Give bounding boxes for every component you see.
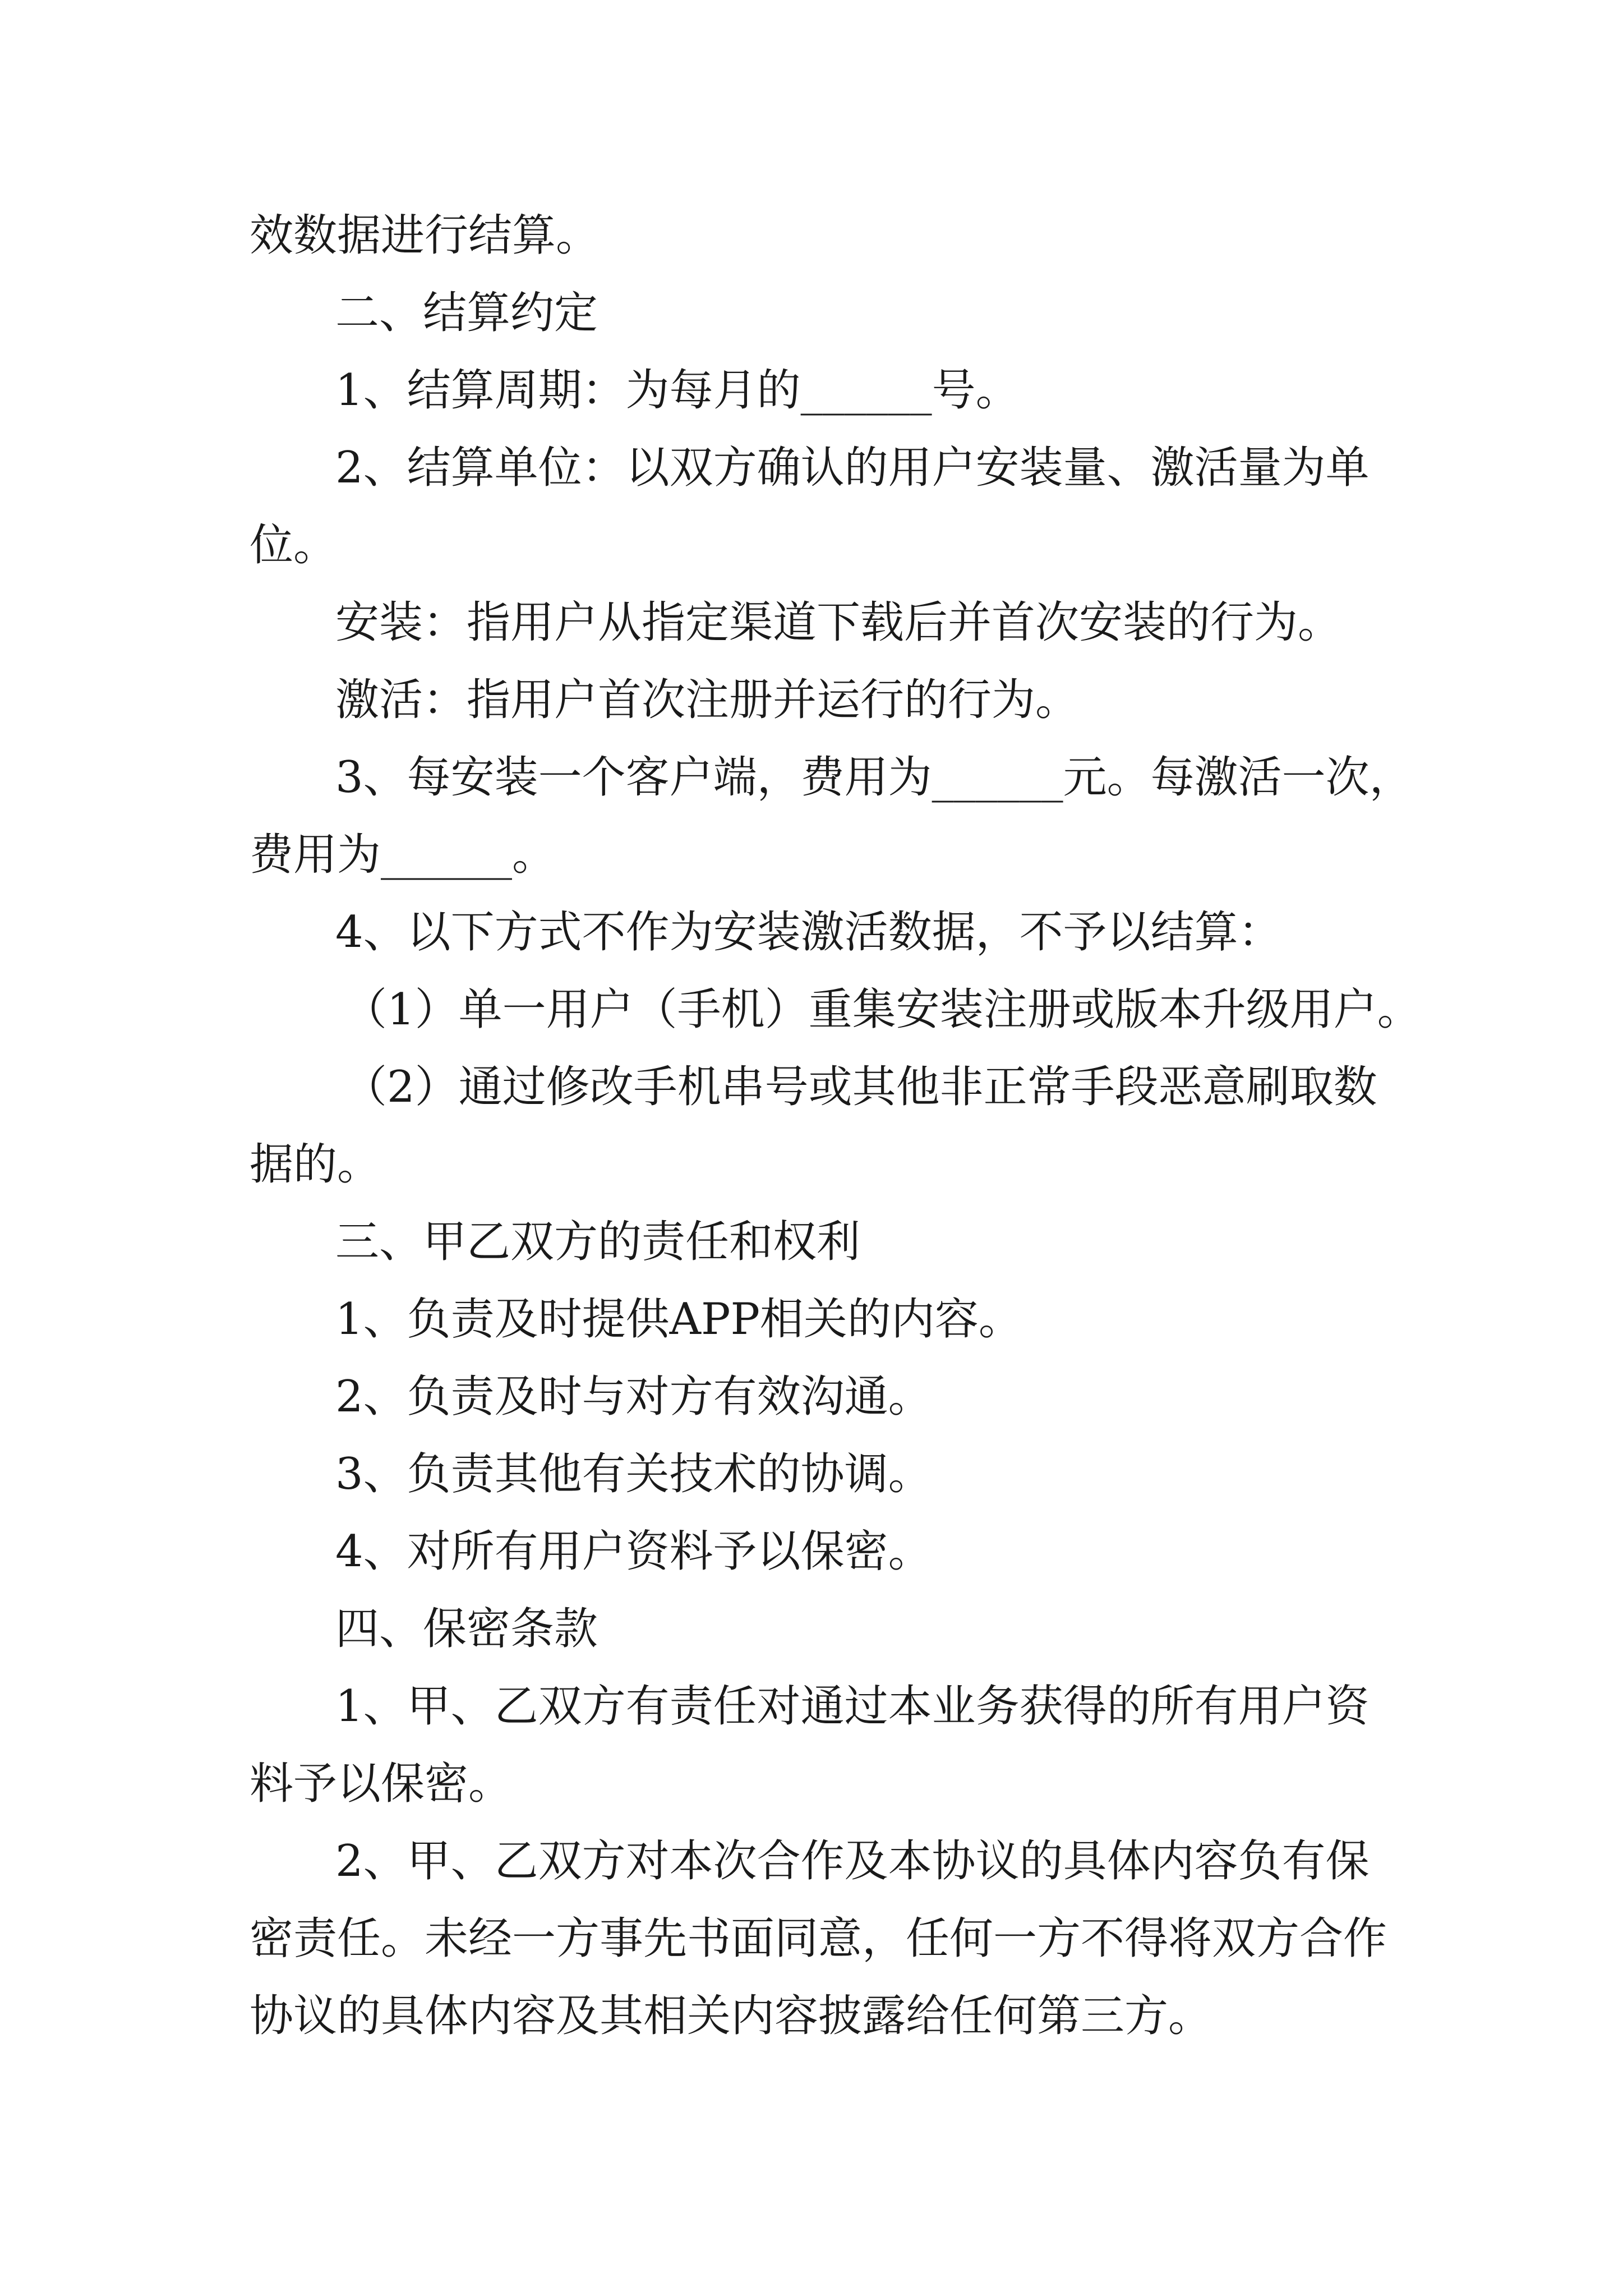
- section-heading: 三、甲乙双方的责任和权利: [335, 1217, 861, 1267]
- paragraph-line: 密责任。未经一方事先书面同意，任何一方不得将双方合作: [250, 1913, 1387, 1964]
- paragraph-line: 料予以保密。: [250, 1759, 513, 1809]
- paragraph-line: 3、负责其他有关技术的协调。: [335, 1449, 932, 1499]
- paragraph-line: 3、每安装一个客户端，费用为______元。每激活一次，: [335, 752, 1413, 803]
- paragraph-line: 4、对所有用户资料予以保密。: [335, 1526, 932, 1577]
- paragraph-line: 安装：指用户从指定渠道下载后并首次安装的行为。: [335, 597, 1342, 648]
- section-heading: 四、保密条款: [335, 1604, 598, 1654]
- paragraph-line: 费用为______。: [250, 830, 556, 880]
- paragraph-line: 激活：指用户首次注册并运行的行为。: [335, 675, 1080, 725]
- paragraph-line: （1）单一用户（手机）重集安装注册或版本升级用户。: [343, 984, 1421, 1035]
- paragraph-line: 据的。: [250, 1139, 381, 1190]
- paragraph-line: 2、负责及时与对方有效沟通。: [335, 1372, 932, 1422]
- paragraph-line: 1、结算周期：为每月的______号。: [335, 365, 1020, 416]
- paragraph-line: 1、甲、乙双方有责任对通过本业务获得的所有用户资: [335, 1681, 1370, 1732]
- paragraph-line: 2、结算单位：以双方确认的用户安装量、激活量为单: [335, 443, 1370, 493]
- paragraph-line: 效数据进行结算。: [250, 210, 600, 261]
- paragraph-line: 协议的具体内容及其相关内容披露给任何第三方。: [250, 1991, 1212, 2041]
- section-heading: 二、结算约定: [335, 288, 598, 338]
- paragraph-line: 位。: [250, 520, 338, 570]
- paragraph-line: 4、以下方式不作为安装激活数据，不予以结算：: [335, 907, 1282, 958]
- paragraph-line: （2）通过修改手机串号或其他非正常手段恶意刷取数: [343, 1062, 1377, 1112]
- paragraph-line: 1、负责及时提供APP相关的内容。: [335, 1294, 1022, 1345]
- paragraph-line: 2、甲、乙双方对本次合作及本协议的具体内容负有保: [335, 1836, 1370, 1887]
